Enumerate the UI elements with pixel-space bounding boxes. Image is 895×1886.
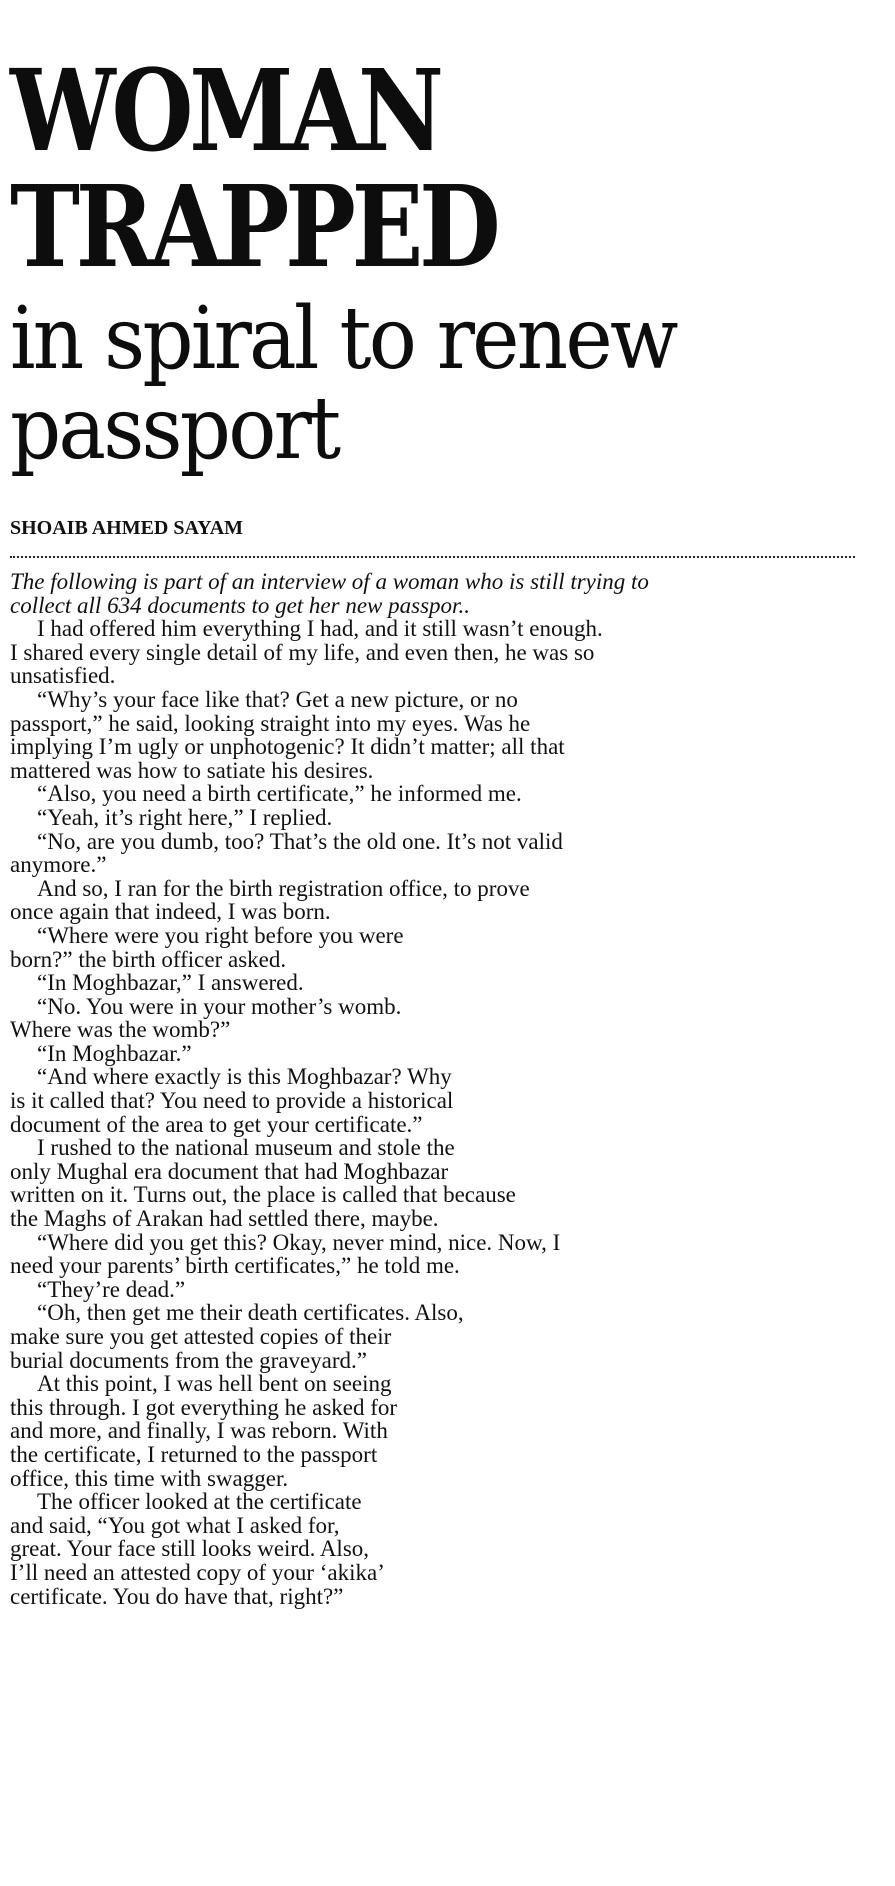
article-body bbox=[10, 570, 885, 1608]
paragraph-line: need your parents’ birth certificates,” he told me. bbox=[10, 1253, 460, 1279]
paragraph-line: great. Your face still looks weird. Also, bbox=[10, 1536, 370, 1562]
paragraph-line: the certificate, I returned to the passport bbox=[10, 1441, 378, 1467]
paragraph-line: written on it. Turns out, the place is called that because bbox=[10, 1182, 516, 1208]
paragraph-line: I had offered him everything I had, and it still wasn’t enough. bbox=[37, 616, 603, 642]
body-paragraph bbox=[10, 1136, 885, 1230]
paragraph-line: passport,” he said, looking straight into my eyes. Was he bbox=[10, 710, 531, 736]
paragraph-line: “In Moghbazar,” I answered. bbox=[37, 970, 304, 996]
intro-line: The following is part of an interview of a woman who is still trying to bbox=[10, 569, 649, 594]
paragraph-line: “Why’s your face like that? Get a new picture, or no bbox=[37, 686, 518, 712]
paragraph-line: I shared every single detail of my life, and even then, he was so bbox=[10, 639, 595, 665]
paragraph-line: make sure you get attested copies of their bbox=[10, 1324, 392, 1349]
paragraph-line: “They’re dead.” bbox=[37, 1276, 186, 1302]
paragraph-line: is it called that? You need to provide a historical bbox=[10, 1088, 454, 1114]
dotted-divider bbox=[10, 556, 855, 558]
paragraph-line: “No. You were in your mother’s womb. bbox=[37, 993, 402, 1019]
paragraph-line: “Where were you right before you were bbox=[37, 922, 404, 948]
intro-paragraph bbox=[10, 570, 885, 617]
paragraph-line: “Where did you get this? Okay, never mind, nice. Now, I bbox=[37, 1229, 561, 1255]
paragraph-line: the Maghs of Arakan had settled there, maybe. bbox=[10, 1206, 439, 1232]
paragraph-line: mattered was how to satiate his desires. bbox=[10, 757, 374, 783]
paragraph-line: The officer looked at the certificate bbox=[37, 1489, 362, 1515]
article bbox=[10, 0, 885, 1608]
headline-main-line-1: WOMAN bbox=[10, 46, 440, 177]
body-paragraph bbox=[10, 1278, 885, 1302]
paragraph-line: Where was the womb?” bbox=[10, 1017, 231, 1043]
body-paragraph bbox=[10, 1490, 885, 1608]
paragraph-line: “Oh, then get me their death certificates. Also, bbox=[37, 1300, 464, 1326]
paragraph-line: “And where exactly is this Moghbazar? Why bbox=[37, 1064, 452, 1090]
paragraph-line: and said, “You got what I asked for, bbox=[10, 1512, 340, 1538]
body-paragraph bbox=[10, 924, 885, 971]
paragraph-line: born?” the birth officer asked. bbox=[10, 946, 287, 972]
body-paragraph bbox=[10, 688, 885, 782]
headline-subtitle bbox=[10, 289, 824, 479]
paragraph-line: this through. I got everything he asked for bbox=[10, 1394, 398, 1420]
paragraph-line: I’ll need an attested copy of your ‘akika’ bbox=[10, 1559, 385, 1585]
paragraph-line: and more, and finally, I was reborn. With bbox=[10, 1418, 388, 1444]
paragraph-line: document of the area to get your certificate.” bbox=[10, 1111, 423, 1137]
paragraph-line: unsatisfied. bbox=[10, 663, 116, 689]
paragraph-line: “Yeah, it’s right here,” I replied. bbox=[37, 804, 333, 830]
body-paragraph bbox=[10, 617, 885, 688]
intro-line: collect all 634 documents to get her new passpor.. bbox=[10, 592, 470, 618]
byline: SHOAIB AHMED SAYAM bbox=[10, 517, 244, 539]
paragraph-line: anymore.” bbox=[10, 852, 107, 878]
paragraph-line: once again that indeed, I was born. bbox=[10, 899, 331, 925]
body-paragraph bbox=[10, 877, 885, 924]
body-paragraph bbox=[10, 806, 885, 830]
headline-sub-line-1: in spiral to renew bbox=[10, 289, 676, 389]
headline-main-line-2: TRAPPED bbox=[10, 162, 497, 293]
paragraphs bbox=[10, 617, 885, 1608]
paragraph-line: only Mughal era document that had Moghbazar bbox=[10, 1158, 449, 1184]
paragraph-line: “In Moghbazar.” bbox=[37, 1040, 192, 1066]
paragraph-line: And so, I ran for the birth registration office, to prove bbox=[37, 875, 530, 901]
body-paragraph bbox=[10, 1065, 885, 1136]
paragraph-line: office, this time with swagger. bbox=[10, 1465, 289, 1491]
headline-main bbox=[10, 46, 745, 293]
paragraph-line: certificate. You do have that, right?” bbox=[10, 1583, 344, 1609]
paragraph-line: implying I’m ugly or unphotogenic? It didn’t matter; all that bbox=[10, 734, 565, 760]
body-paragraph bbox=[10, 1301, 885, 1372]
headline-sub-line-2: passport bbox=[10, 379, 339, 479]
body-paragraph bbox=[10, 830, 885, 877]
body-paragraph bbox=[10, 1372, 885, 1490]
body-paragraph bbox=[10, 1231, 885, 1278]
body-paragraph bbox=[10, 782, 885, 806]
paragraph-line: burial documents from the graveyard.” bbox=[10, 1347, 368, 1373]
body-paragraph bbox=[10, 1042, 885, 1066]
paragraph-line: “Also, you need a birth certificate,” he informed me. bbox=[37, 781, 522, 807]
paragraph-line: “No, are you dumb, too? That’s the old one. It’s not valid bbox=[37, 828, 563, 854]
paragraph-line: At this point, I was hell bent on seeing bbox=[37, 1371, 392, 1397]
paragraph-line: I rushed to the national museum and stole the bbox=[37, 1135, 455, 1161]
body-paragraph bbox=[10, 971, 885, 995]
body-paragraph bbox=[10, 995, 885, 1042]
